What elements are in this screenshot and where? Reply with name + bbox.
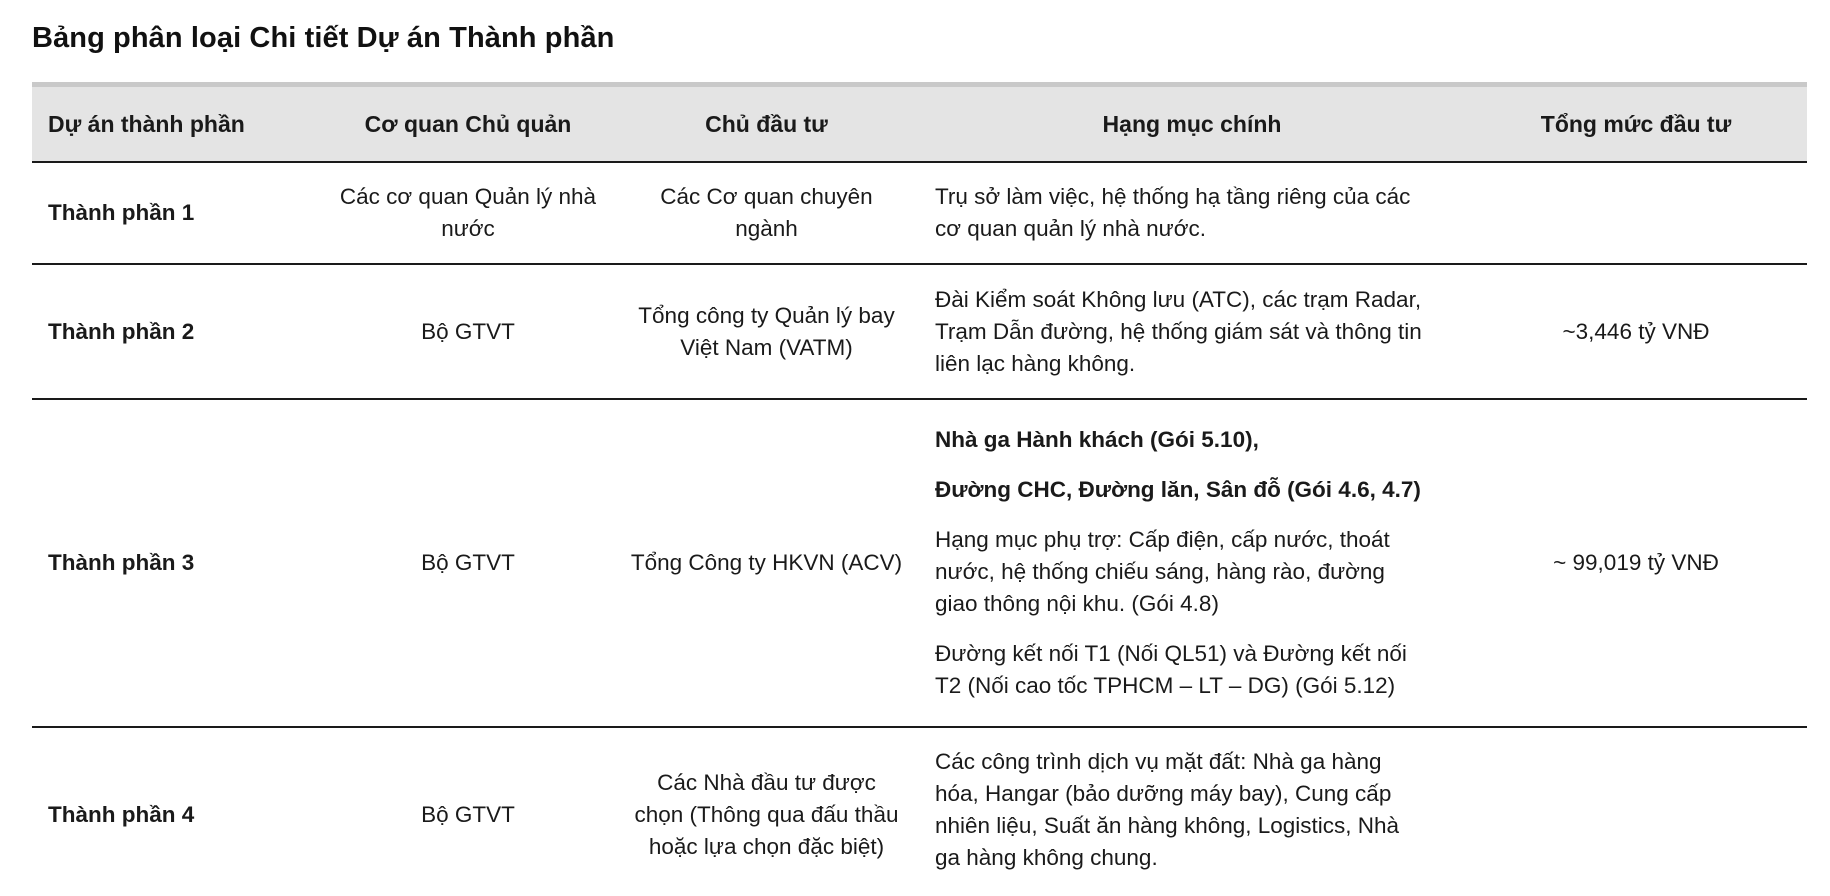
header-investor: Chủ đầu tư: [614, 85, 919, 163]
table-header: [32, 85, 1807, 163]
item-text-bold: Nhà ga Hành khách (Gói 5.10),: [935, 427, 1259, 452]
table-row: [32, 162, 1807, 264]
project-cell: Thành phần 1: [32, 162, 322, 264]
header-total: Tổng mức đầu tư: [1465, 85, 1807, 163]
item-text-bold: Đường CHC, Đường lăn, Sân đỗ (Gói 4.6, 4.7): [935, 477, 1421, 502]
investor-cell: Các Nhà đầu tư được chọn (Thông qua đấu thầu hoặc lựa chọn đặc biệt): [634, 770, 899, 859]
agency-cell: Bộ GTVT: [421, 802, 515, 827]
agency-cell: Bộ GTVT: [322, 399, 614, 727]
items-cell: [919, 399, 1465, 727]
items-cell: [919, 162, 1465, 264]
project-cell: Thành phần 4: [48, 802, 195, 827]
item-text: Các công trình dịch vụ mặt đất: Nhà ga hàng hóa, Hangar (bảo dưỡng máy bay), Cung cấp nhiên liệu, Suất ăn hàng không, Logistics, Nhà ga hàng không chung.: [935, 749, 1400, 870]
table-body: [32, 162, 1807, 896]
item-text: Đường kết nối T1 (Nối QL51) và Đường kết nối T2 (Nối cao tốc TPHCM – LT – DG) (Gói 5.12): [935, 641, 1407, 698]
agency-cell: Bộ GTVT: [322, 264, 614, 399]
items-cell: [919, 727, 1465, 896]
header-project: Dự án thành phần: [32, 85, 322, 163]
project-detail-table: [32, 82, 1807, 896]
page-title: Bảng phân loại Chi tiết Dự án Thành phần: [32, 22, 615, 54]
table-row: [32, 727, 1807, 896]
total-cell: [1465, 727, 1807, 896]
table-row: [32, 399, 1807, 727]
item-text: Đài Kiểm soát Không lưu (ATC), các trạm Radar, Trạm Dẫn đường, hệ thống giám sát và thông tin liên lạc hàng không.: [935, 286, 1422, 376]
table-row: [32, 264, 1807, 399]
item-text: Hạng mục phụ trợ: Cấp điện, cấp nước, thoát nước, hệ thống chiếu sáng, hàng rào, đường giao thông nội khu. (Gói 4.8): [935, 527, 1390, 616]
project-cell: Thành phần 2: [32, 264, 322, 399]
investor-cell: Các Cơ quan chuyên ngành: [614, 162, 919, 264]
total-cell: ~ 99,019 tỷ VNĐ: [1465, 399, 1807, 727]
agency-cell: Các cơ quan Quản lý nhà nước: [322, 162, 614, 264]
investor-cell: Tổng công ty Quản lý bay Việt Nam (VATM): [614, 264, 919, 399]
total-cell: ~3,446 tỷ VNĐ: [1465, 264, 1807, 399]
header-agency: Cơ quan Chủ quản: [322, 85, 614, 163]
items-cell: [919, 264, 1465, 399]
header-items: Hạng mục chính: [919, 85, 1465, 163]
project-cell: Thành phần 3: [32, 399, 322, 727]
total-cell: [1465, 162, 1807, 264]
header-row: [32, 85, 1807, 163]
investor-cell: Tổng Công ty HKVN (ACV): [614, 399, 919, 727]
item-text: Trụ sở làm việc, hệ thống hạ tầng riêng của các cơ quan quản lý nhà nước.: [935, 184, 1411, 241]
